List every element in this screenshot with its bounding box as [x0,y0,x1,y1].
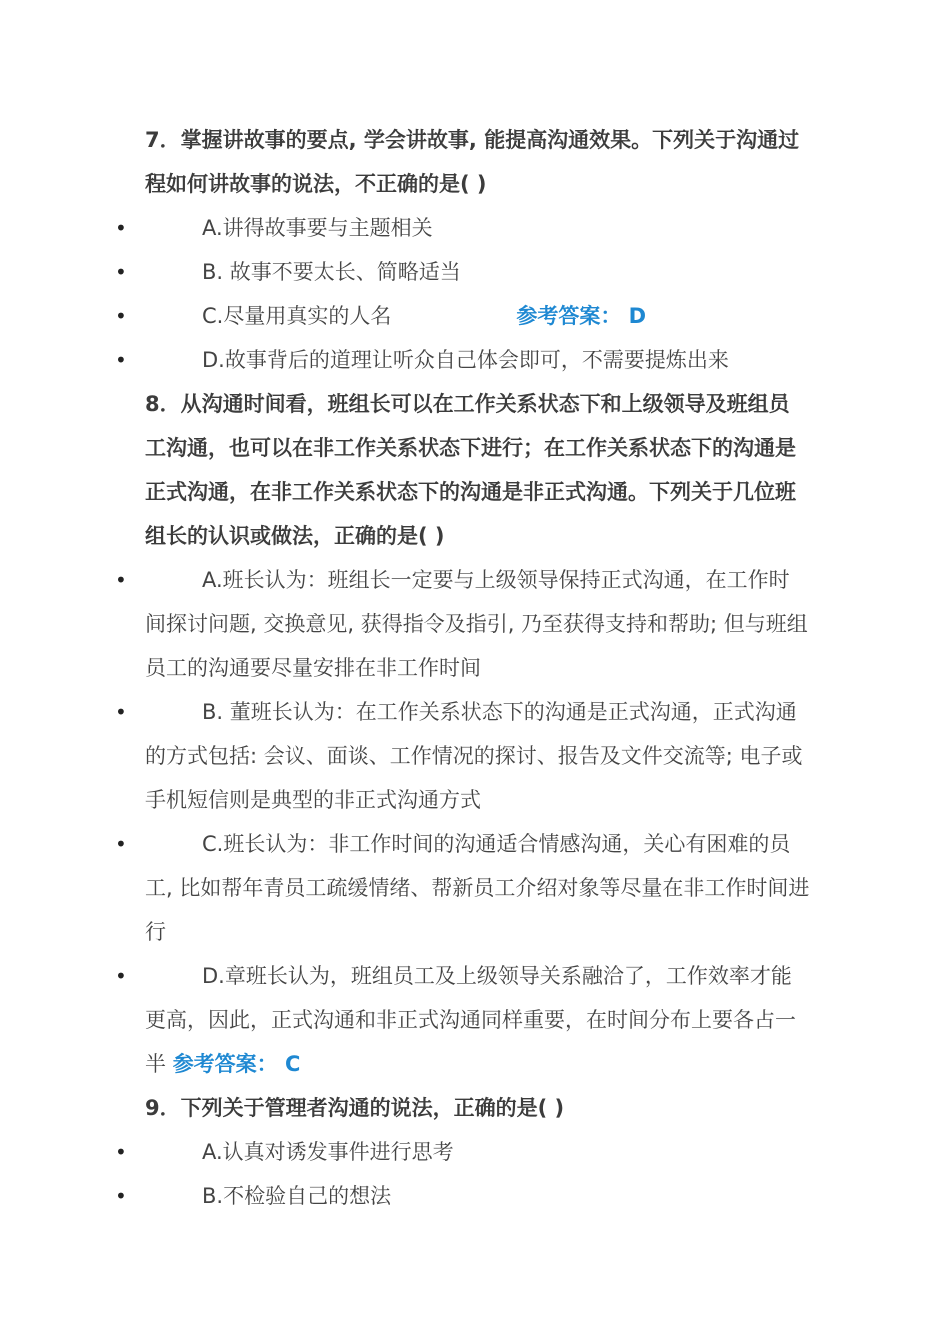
bullet-icon: • [115,260,127,284]
question-9-option-b [115,1174,810,1218]
question-9-option-a [115,1130,810,1174]
question-8-answer: 参考答案： C [172,1052,301,1076]
question-7-option-b [115,250,810,294]
document-page [0,118,950,1218]
question-7-answer: 参考答案： D [516,304,647,328]
bullet-icon: • [115,964,127,988]
bullet-icon: • [115,348,127,372]
question-7-title: 7．掌握讲故事的要点, 学会讲故事, 能提高沟通效果。下列关于沟通过程如何讲故事的说法，不正确的是( ) [145,128,800,196]
option-text: B.不检验自己的想法 [202,1184,392,1208]
bullet-icon: • [115,216,127,240]
option-text: A.认真对诱发事件进行思考 [202,1140,454,1164]
question-7-option-d [115,338,810,382]
bullet-icon: • [115,304,127,328]
option-text: B. 故事不要太长、简略适当 [202,260,461,284]
question-8-title: 8．从沟通时间看，班组长可以在工作关系状态下和上级领导及班组员工沟通，也可以在非工作关系状态下进行；在工作关系状态下的沟通是正式沟通，在非工作关系状态下的沟通是非正式沟通。下列关于几位班组长的认识或做法，正确的是( ) [145,392,796,548]
bullet-icon: • [115,1184,127,1208]
question-8-option-c [115,822,810,954]
option-text: B. 董班长认为：在工作关系状态下的沟通是正式沟通，正式沟通的方式包括: 会议、面谈、工作情况的探讨、报告及文件交流等; 电子或手机短信则是典型的非正式沟通方式 [145,700,803,812]
option-text: A.讲得故事要与主题相关 [202,216,433,240]
question-9-title: 9．下列关于管理者沟通的说法，正确的是( ) [145,1096,565,1120]
bullet-icon: • [115,1140,127,1164]
option-text: D.章班长认为，班组员工及上级领导关系融洽了，工作效率才能更高，因此，正式沟通和非正式沟通同样重要，在时间分布上要各占一半 [145,964,796,1076]
question-8-option-d [115,954,810,1086]
bullet-icon: • [115,700,127,724]
question-7-option-c [115,294,810,338]
option-text: D.故事背后的道理让听众自己体会即可，不需要提炼出来 [202,348,729,372]
option-text: C.班长认为：非工作时间的沟通适合情感沟通，关心有困难的员工, 比如帮年青员工疏缓情绪、帮新员工介绍对象等尽量在非工作时间进行 [145,832,810,944]
bullet-icon: • [115,832,127,856]
question-8-option-a [115,558,810,690]
option-text: A.班长认为：班组长一定要与上级领导保持正式沟通，在工作时间探讨问题, 交换意见, 获得指令及指引, 乃至获得支持和帮助; 但与班组员工的沟通要尽量安排在非工作时间 [145,568,808,680]
option-text: C.尽量用真实的人名 [202,304,392,328]
bullet-icon: • [115,568,127,592]
question-7-option-a [115,206,810,250]
question-8-option-b [115,690,810,822]
